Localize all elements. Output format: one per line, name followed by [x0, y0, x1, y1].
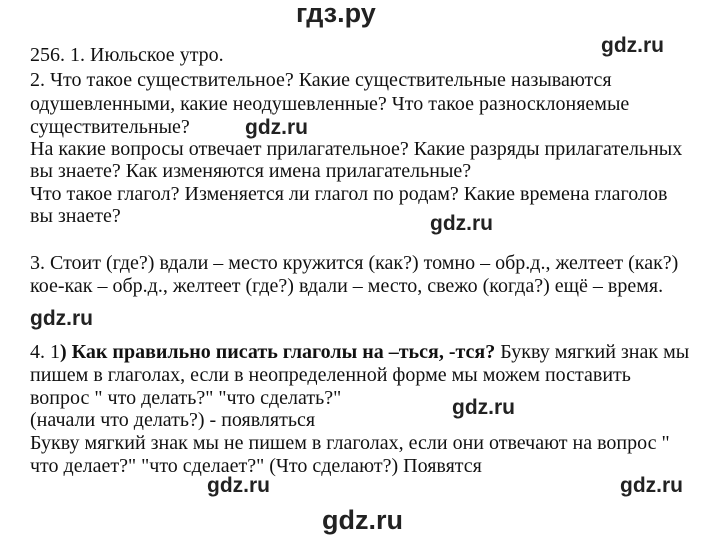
watermark: gdz.ru: [245, 116, 308, 139]
watermark: gdz.ru: [430, 212, 493, 235]
answer-line-13: вопрос " что делать?" "что сделать?": [30, 387, 342, 409]
answer-line-11: [30, 342, 689, 362]
answer-line-15: Букву мягкий знак мы не пишем в глаголах, если они отвечают на вопрос ": [30, 432, 670, 454]
answer-line-9: 3. Стоит (где?) вдали – место кружится (как?) томно – обр.д., желтеет (как?): [30, 252, 679, 274]
watermark: gdz.ru: [30, 307, 93, 330]
watermark: gdz.ru: [601, 34, 664, 57]
rule-question: ) Как правильно писать глаголы на –ться, -тся?: [60, 341, 496, 363]
answer-line-3: одушевленными, какие неодушевленные? Что такое разносклоняемые: [30, 93, 630, 115]
watermark: gdz.ru: [620, 474, 683, 497]
watermark: gdz.ru: [207, 474, 270, 497]
answer-line-14: (начали что делать?) - появляться: [30, 409, 316, 431]
site-header-watermark[interactable]: гдз.ру: [296, 0, 376, 28]
task-number: 4. 1: [30, 341, 60, 363]
watermark: gdz.ru: [452, 396, 515, 419]
answer-line-4: существительные?: [30, 116, 190, 138]
answer-line-1: 256. 1. Июльское утро.: [30, 44, 224, 66]
answer-line-8: вы знаете?: [30, 205, 121, 227]
answer-line-2: 2. Что такое существительное? Какие существительные называются: [30, 69, 612, 91]
answer-line-10: кое-как – обр.д., желтеет (где?) вдали – место, свежо (когда?) ещё – время.: [30, 275, 664, 297]
answer-line-16: что делает?" "что сделает?" (Что сделают?) Появятся: [30, 455, 482, 477]
answer-line-6: вы знаете? Как изменяются имена прилагательные?: [30, 160, 472, 182]
answer-line-7: Что такое глагол? Изменяется ли глагол по родам? Какие времена глаголов: [30, 183, 668, 205]
rule-answer: Букву мягкий знак мы: [495, 341, 690, 363]
answer-line-5: На какие вопросы отвечает прилагательное? Какие разряды прилагательных: [30, 138, 683, 160]
site-footer-watermark[interactable]: gdz.ru: [322, 505, 403, 535]
answer-line-12: пишем в глаголах, если в неопределенной форме мы можем поставить: [30, 364, 631, 386]
